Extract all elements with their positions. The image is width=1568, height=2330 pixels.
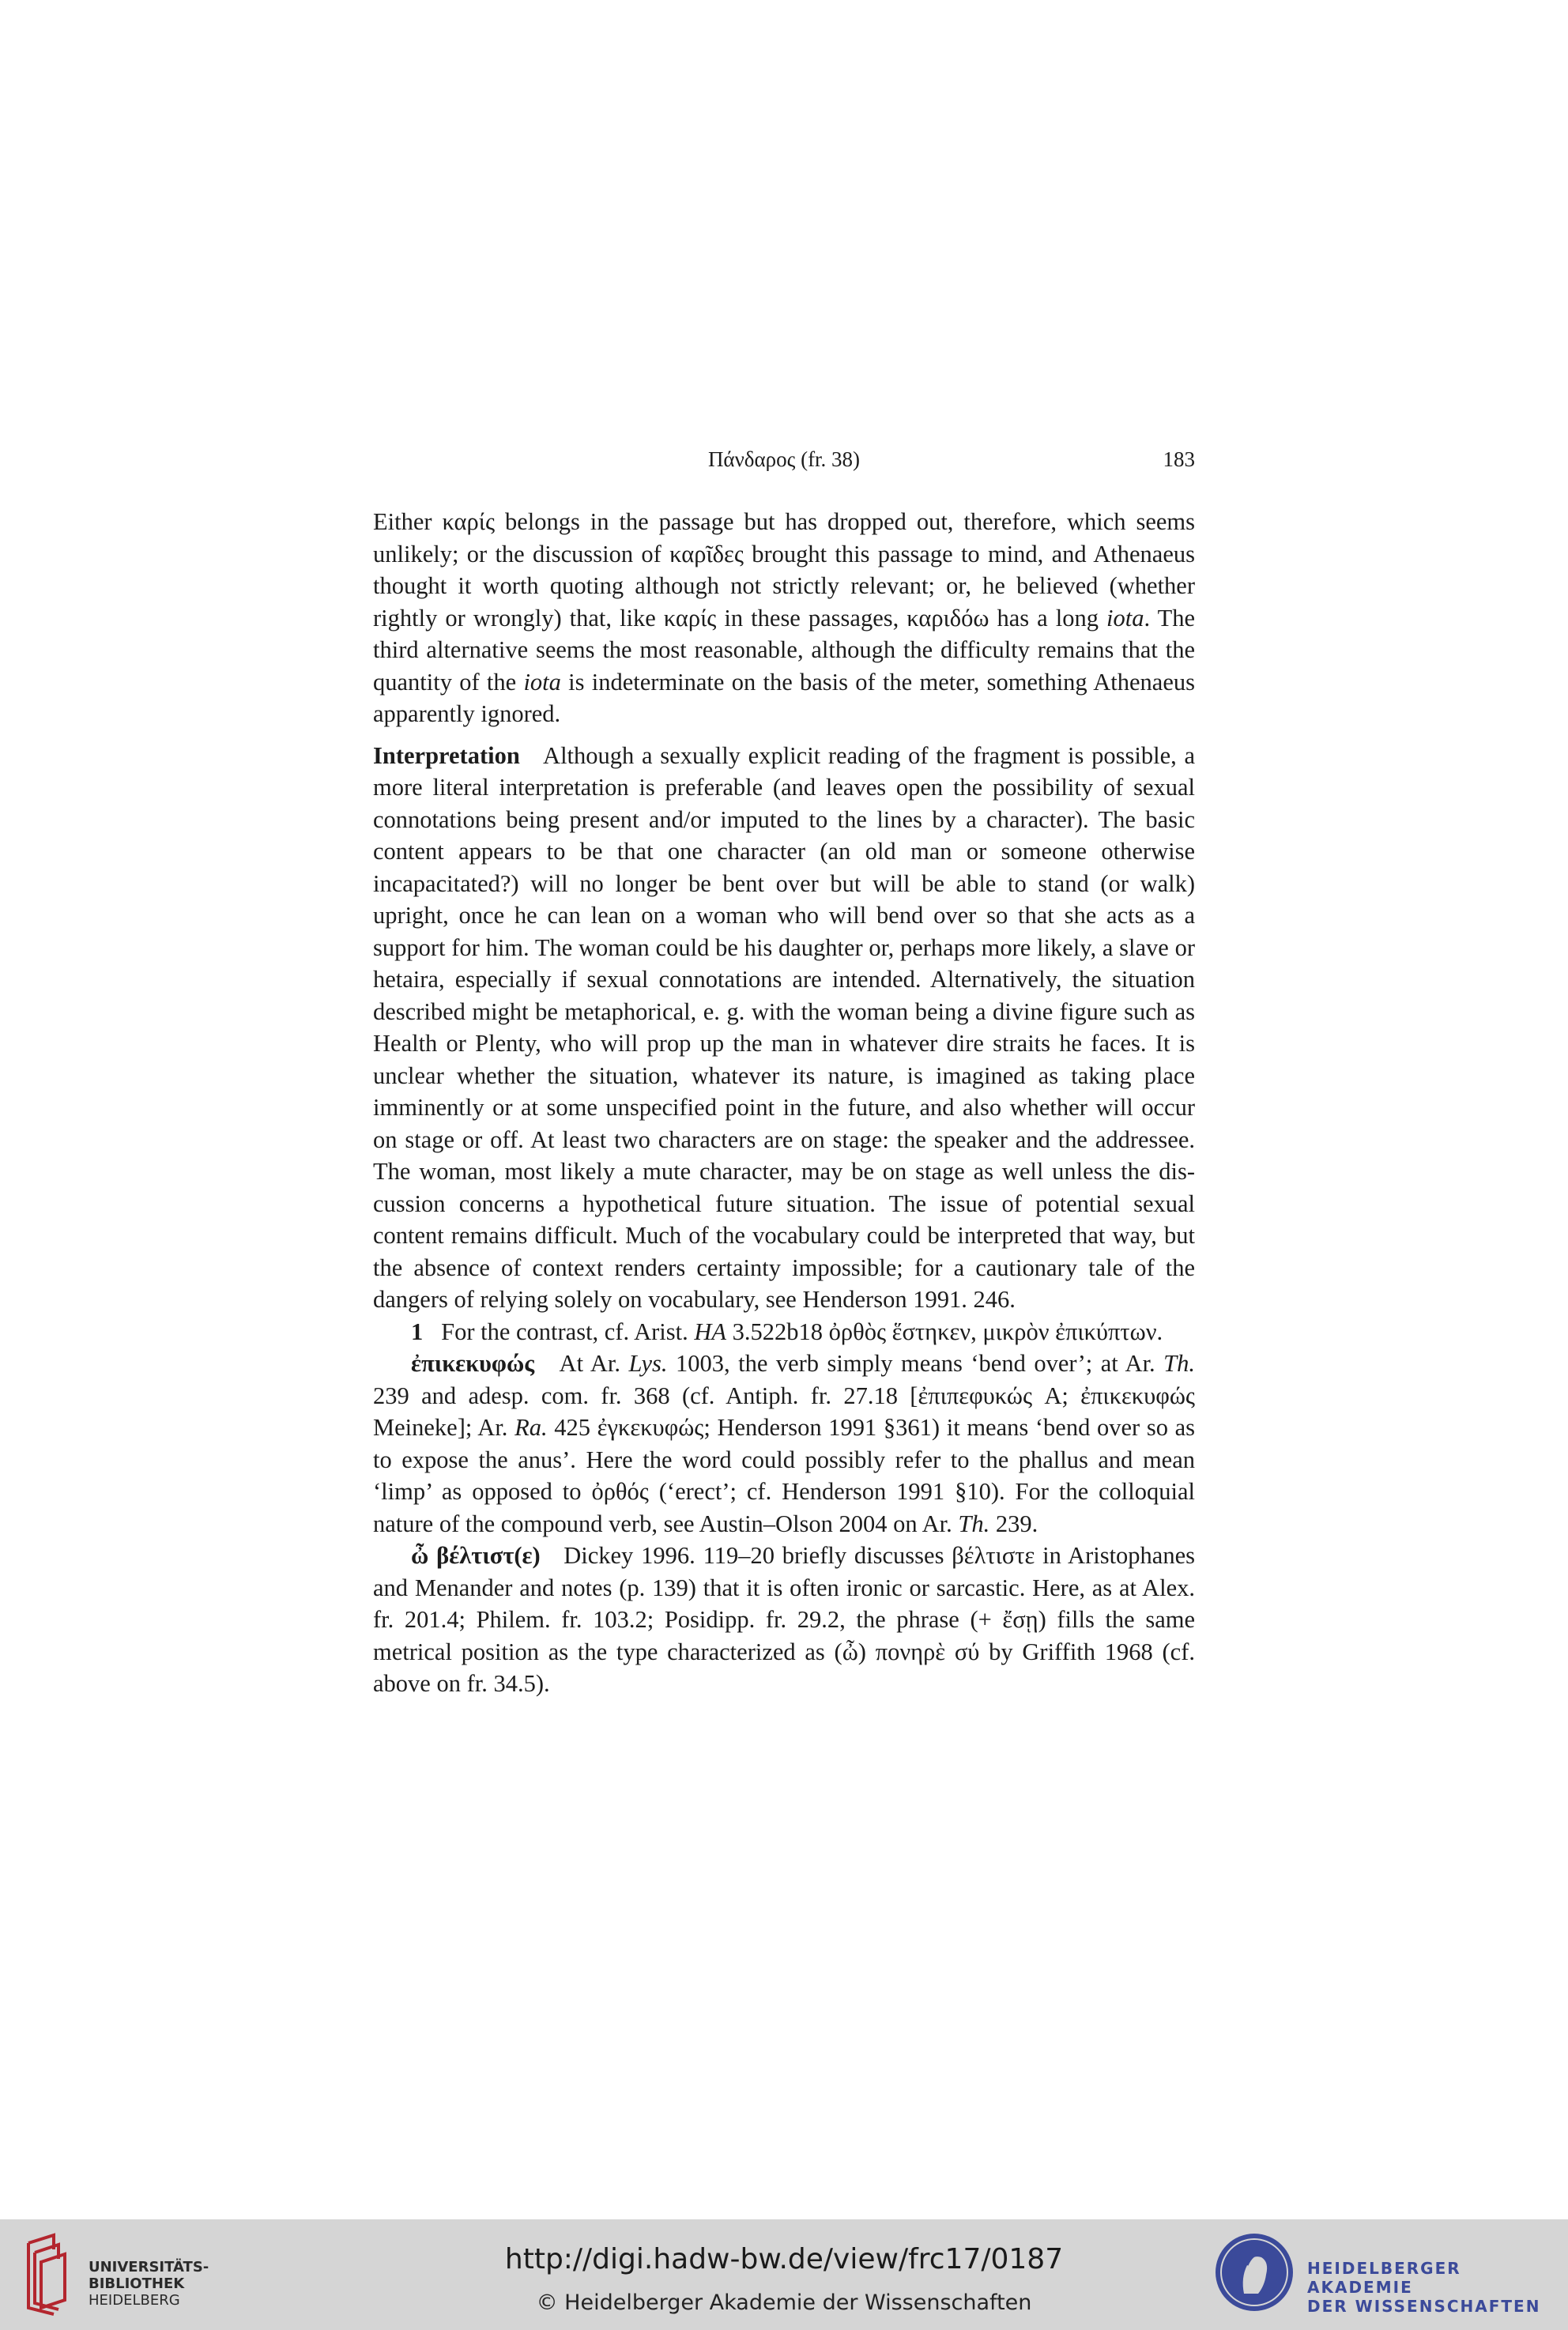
ub-logo-text: UNIVERSITÄTS- BIBLIOTHEK HEIDELBERG bbox=[89, 2259, 209, 2309]
hadw-seal-icon bbox=[1212, 2230, 1296, 2314]
paragraph-karis: Either καρίς belongs in the passage but has dropped out, therefore, which seems unlikely; or the discussion of καρῖδες brought this passage to mind, and Athenaeus thought it worth quoting although not strictly relevant; or, he believed (whether rightly or wrongly) that, like καρίς in these passages, καριδόω has a long iota. The third alternative seems the most reasonable, although the difficulty remains that the quantity of the iota is indeterminate on the basis of the meter, something Athenaeus apparently ignored. bbox=[373, 508, 1195, 727]
running-head: Πάνδαρος (fr. 38) bbox=[707, 447, 861, 471]
lemma-beltiste: ὦ βέλτιστ(ε) bbox=[411, 1542, 541, 1569]
footer-bar bbox=[0, 2219, 1568, 2330]
section-label-interpretation: Interpretation bbox=[373, 741, 520, 769]
paragraph-interpretation: Interpretation Although a sexually explicit reading of the fragment is possible, a more literal interpretation is preferable (and leaves open the possibility of sexual connotations being present and/or imputed to the lines by a character). The basic content appears to be that one character (an old man or someone otherwise incapacitated?) will no longer be bent over but will be able to stand (or walk) upright, once he can lean on a woman who will bend over so that she acts as a support for him. The woman could be his daughter or, perhaps more likely, a slave or hetaira, especially if sexual connotations are intended. Alternatively, the situation described might be metaphorical, e. g. with the woman being a divine figure such as Health or Plenty, who will prop up the man in whatever dire straits he faces. It is unclear whether the situation, whatever its nature, is imagined as taking place imminently or at some unspecified point in the future, and also whether will occur on stage or off. At least two characters are on stage: the speaker and the addressee. The woman, most likely a mute character, may be on stage as well unless the discussion concerns a hypothetical future situation. The issue of potential sexual content remains difficult. Much of the vocabulary could be interpreted that way, but the absence of context renders certainty impossible; for a cautionary tale of the dangers of relying solely on vocabulary, see Henderson 1991. 246. bbox=[373, 741, 1196, 1313]
hadw-logo-text: HEIDELBERGER AKADEMIE DER WISSENSCHAFTEN bbox=[1307, 2259, 1541, 2316]
permalink-url[interactable]: http://digi.hadw-bw.de/view/frc17/0187 bbox=[504, 2243, 1064, 2275]
paragraph-line-1: 1 For the contrast, cf. Arist. HA 3.522b18 ὀρθὸς ἕστηκεν, μικρὸν ἐπικύπτων. bbox=[411, 1318, 1163, 1345]
page-number: 183 bbox=[1163, 447, 1195, 471]
hadw-logo[interactable] bbox=[1209, 2230, 1557, 2319]
copyright-notice: © Heidelberger Akademie der Wissenschaften bbox=[536, 2290, 1032, 2315]
body-text bbox=[373, 506, 1195, 1700]
paragraph-beltiste: ὦ βέλτιστ(ε) Dickey 1996. 119–20 briefly discusses βέλτιστε in Aristophanes and Menander and notes (p. 139) that it is often ironic or sarcastic. Here, as at Alex. fr. 201.4; Philem. fr. 103.2; Posidipp. fr. 29.2, the phrase (+ ἔσῃ) fills the same metrical position as the type characterized as (ὦ) πονηρὲ σύ by Griffith 1968 (cf. above on fr. 34.5). bbox=[373, 1542, 1195, 1697]
paragraph-epikekyphos: ἐπικεκυφώς At Ar. Lys. 1003, the verb simply means ‘bend over’; at Ar. Th. 239 and adesp. com. fr. 368 (cf. Antiph. fr. 27.18 [ἐπιπεφυκώς A; ἐπικεκυφώς Meineke]; Ar. Ra. 425 ἐγκεκυφώς; Henderson 1991 §361) it means ‘bend over so as to expose the anus’. Here the word could possibly refer to the phallus and mean ‘limp’ as opposed to ὀρθός (‘erect’; cf. Henderson 1991 §10). For the colloquial nature of the compound verb, see Austin–Olson 2004 on Ar. Th. 239. bbox=[373, 1350, 1196, 1537]
line-number-label: 1 bbox=[411, 1318, 424, 1345]
lemma-epikekyphos: ἐπικεκυφώς bbox=[411, 1350, 535, 1377]
page-header bbox=[373, 447, 1195, 479]
